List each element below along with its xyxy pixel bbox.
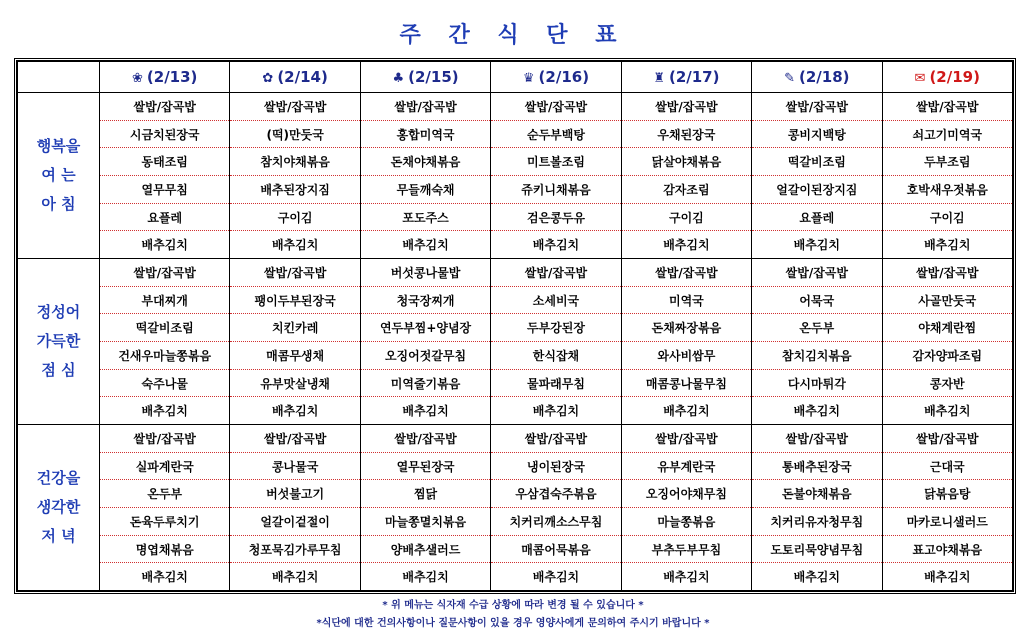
meal-label: 건강을 생각한 저 녁 [18,425,100,591]
menu-item: 얼갈이겉절이 [230,508,359,536]
menu-cell [491,93,621,259]
menu-item: 배추김치 [532,404,580,419]
menu-item: 두부조림 [883,148,1012,176]
menu-item: 돈육두루치기 [100,508,229,536]
menu-cell [360,425,490,591]
page-title: 주 간 식 단 표 [399,23,627,48]
menu-item: 쌀밥/잡곡밥 [230,93,359,121]
menu-item: 배추김치 [271,238,319,253]
menu-list [622,259,751,424]
menu-item: 연두부찜+양념장 [361,314,490,342]
menu-item: 매콤콩나물무침 [622,370,751,398]
clover-icon: ♣ [392,71,405,86]
menu-item: 우채된장국 [622,121,751,149]
menu-item: 물파래무침 [491,370,620,398]
menu-item: 쌀밥/잡곡밥 [100,259,229,287]
pencil-icon: ✎ [784,71,796,86]
menu-cell [230,259,360,425]
notice-inquiry: *식단에 대한 건의사항이나 질문사항이 있을 경우 영양사에게 문의하여 주시기 바랍니다 * [316,618,710,629]
meal-label: 행복을 여 는 아 침 [18,93,100,259]
menu-item: 쌀밥/잡곡밥 [491,259,620,287]
menu-item: 열무된장국 [361,453,490,481]
menu-item: 배추김치 [532,570,580,585]
menu-item: 근대국 [883,453,1012,481]
day-label: (2/17) [668,68,720,86]
menu-item: 배추김치 [924,238,971,253]
menu-item: 콩자반 [883,370,1012,398]
menu-list [491,93,620,258]
menu-item: 마늘쫑멸치볶음 [361,508,490,536]
day-label: (2/14) [277,68,328,86]
menu-cell [230,425,360,591]
menu-item: 쌀밥/잡곡밥 [622,259,751,287]
menu-item: (떡)만둣국 [230,121,359,149]
menu-item: 포도주스 [361,204,490,232]
menu-cell [882,425,1012,591]
menu-item: 콩나물국 [230,453,359,481]
meal-row [18,425,1013,591]
menu-item: 쌀밥/잡곡밥 [883,425,1012,453]
menu-item: 떡갈비조림 [100,314,229,342]
day-label: (2/19) [929,68,980,86]
day-header [752,62,882,93]
menu-item: 쌀밥/잡곡밥 [230,425,359,453]
menu-item: 야채계란찜 [883,314,1012,342]
menu-cell [752,425,882,591]
menu-item: 배추김치 [141,570,188,585]
day-label: (2/13) [146,68,198,86]
menu-item: 돈불야채볶음 [752,480,881,508]
menu-item: 배추김치 [924,570,971,585]
menu-cell [360,259,490,425]
menu-item: 요플레 [100,204,229,232]
menu-cell [100,259,230,425]
menu-cell [491,425,621,591]
menu-item: 온두부 [100,480,229,508]
menu-list [883,259,1012,424]
menu-item: 쌀밥/잡곡밥 [100,425,229,453]
menu-item: 닭볶음탕 [883,480,1012,508]
menu-item: 온두부 [752,314,881,342]
menu-item: 무들깨숙채 [361,176,490,204]
menu-list [100,259,229,424]
menu-item: 치커리유자청무침 [752,508,881,536]
menu-item: 쌀밥/잡곡밥 [491,93,620,121]
menu-item: 쌀밥/잡곡밥 [361,425,490,453]
menu-item: 쌀밥/잡곡밥 [883,93,1012,121]
menu-item: 건새우마늘쫑볶음 [100,342,229,370]
menu-item: 배추김치 [402,238,449,253]
menu-item: 배추김치 [271,570,319,585]
menu-item: 통배추된장국 [752,453,881,481]
day-label: (2/15) [408,68,459,86]
menu-item: 쌀밥/잡곡밥 [752,425,881,453]
menu-item: 치커리깨소스무침 [491,508,620,536]
menu-item: 쌀밥/잡곡밥 [622,93,751,121]
menu-item: 실파계란국 [100,453,229,481]
menu-item: 와사비쌈무 [622,342,751,370]
day-header [360,62,490,93]
menu-list [100,425,229,590]
day-header [882,62,1012,93]
menu-item: 참치김치볶음 [752,342,881,370]
menu-list [361,93,490,258]
menu-item: 열무무침 [100,176,229,204]
menu-item: 쌀밥/잡곡밥 [100,93,229,121]
menu-list [752,259,881,424]
menu-item: 돈채야채볶음 [361,148,490,176]
menu-item: 마카로니샐러드 [883,508,1012,536]
day-header [230,62,360,93]
menu-item: 버섯콩나물밥 [361,259,490,287]
menu-item: 유부맛살냉채 [230,370,359,398]
menu-item: 순두부백탕 [491,121,620,149]
menu-item: 냉이된장국 [491,453,620,481]
menu-item: 배추된장지짐 [230,176,359,204]
menu-item: 참치야채볶음 [230,148,359,176]
menu-list [230,425,359,590]
menu-item: 청포묵김가루무침 [230,536,359,564]
menu-item: 돈채짜장볶음 [622,314,751,342]
menu-cell [621,425,751,591]
menu-item: 구이김 [230,204,359,232]
menu-item: 미역국 [622,287,751,315]
menu-item: 미트볼조림 [491,148,620,176]
menu-list [622,93,751,258]
menu-item: 검은콩두유 [491,204,620,232]
menu-item: 배추김치 [663,238,710,253]
menu-item: 미역줄기볶음 [361,370,490,398]
menu-item: 배추김치 [271,404,319,419]
menu-item: 마늘쫑볶음 [622,508,751,536]
menu-cell [360,93,490,259]
menu-item: 쥬키니채볶음 [491,176,620,204]
menu-item: 배추김치 [402,404,449,419]
menu-item: 쌀밥/잡곡밥 [491,425,620,453]
menu-list [361,259,490,424]
menu-item: 사골만둣국 [883,287,1012,315]
menu-item: 감자양파조림 [883,342,1012,370]
menu-item: 오징어야채무침 [622,480,751,508]
menu-item: 시금치된장국 [100,121,229,149]
menu-item: 구이김 [622,204,751,232]
menu-item: 부대찌개 [100,287,229,315]
menu-item: 한식잡채 [491,342,620,370]
menu-cell [882,93,1012,259]
meal-label: 정성어 가득한 점 심 [18,259,100,425]
menu-cell [752,93,882,259]
menu-item: 감자조림 [622,176,751,204]
menu-item: 버섯불고기 [230,480,359,508]
menu-item: 유부계란국 [622,453,751,481]
menu-item: 배추김치 [924,404,971,419]
castle-icon: ♜ [653,71,665,86]
menu-cell [882,259,1012,425]
day-header [100,62,230,93]
menu-cell [100,93,230,259]
menu-item: 치킨카레 [230,314,359,342]
menu-cell [100,425,230,591]
menu-item: 도토리묵양념무침 [752,536,881,564]
menu-item: 쌀밥/잡곡밥 [622,425,751,453]
menu-item: 배추김치 [141,238,188,253]
menu-item: 찜닭 [361,480,490,508]
menu-list [883,425,1012,590]
menu-cell [621,93,751,259]
menu-item: 얼갈이된장지짐 [752,176,881,204]
notice-menu-change: * 위 메뉴는 식자재 수급 상황에 따라 변경 될 수 있습니다 * [382,600,644,611]
menu-item: 부추두부무침 [622,536,751,564]
day-header [621,62,751,93]
menu-item: 쌀밥/잡곡밥 [752,93,881,121]
menu-item: 구이김 [883,204,1012,232]
menu-item: 떡갈비조림 [752,148,881,176]
menu-list [752,93,881,258]
menu-item: 호박새우젓볶음 [883,176,1012,204]
menu-item: 소세비국 [491,287,620,315]
weekly-menu-table [14,58,1016,594]
menu-list [622,425,751,590]
menu-list [230,259,359,424]
menu-item: 배추김치 [141,404,188,419]
menu-item: 명엽채볶음 [100,536,229,564]
menu-list [883,93,1012,258]
day-label: (2/16) [538,68,590,86]
menu-item: 숙주나물 [100,370,229,398]
corner-cell [18,62,100,93]
menu-item: 홍합미역국 [361,121,490,149]
menu-item: 배추김치 [663,404,710,419]
menu-list [491,259,620,424]
menu-item: 쌀밥/잡곡밥 [361,93,490,121]
menu-item: 표고야채볶음 [883,536,1012,564]
menu-item: 양배추샐러드 [361,536,490,564]
menu-item: 쌀밥/잡곡밥 [752,259,881,287]
menu-item: 닭살야채볶음 [622,148,751,176]
menu-item: 요플레 [752,204,881,232]
menu-list [752,425,881,590]
menu-item: 매콤어묵볶음 [491,536,620,564]
menu-list [100,93,229,258]
menu-cell [752,259,882,425]
menu-list [491,425,620,590]
menu-item: 어묵국 [752,287,881,315]
menu-item: 콩비지백탕 [752,121,881,149]
flower-icon: ❀ [132,71,143,86]
menu-item: 배추김치 [793,570,840,585]
meal-row [18,93,1013,259]
menu-cell [621,259,751,425]
header-row [18,62,1013,93]
menu-item: 동태조림 [100,148,229,176]
menu-list [361,425,490,590]
crown-icon: ♛ [522,71,535,86]
flower-icon: ✿ [262,71,274,86]
meal-row [18,259,1013,425]
menu-list [230,93,359,258]
menu-item: 배추김치 [793,404,840,419]
menu-item: 배추김치 [793,238,840,253]
menu-item: 우삼겹숙주볶음 [491,480,620,508]
menu-item: 배추김치 [402,570,449,585]
menu-cell [230,93,360,259]
menu-item: 배추김치 [663,570,710,585]
menu-item: 쌀밥/잡곡밥 [230,259,359,287]
menu-item: 오징어젓갈무침 [361,342,490,370]
menu-item: 매콤무생채 [230,342,359,370]
menu-item: 쇠고기미역국 [883,121,1012,149]
day-header [491,62,621,93]
envelope-icon: ✉ [914,71,926,86]
menu-item: 청국장찌개 [361,287,490,315]
menu-item: 배추김치 [532,238,580,253]
menu-item: 쌀밥/잡곡밥 [883,259,1012,287]
menu-cell [491,259,621,425]
menu-item: 두부강된장 [491,314,620,342]
menu-item: 다시마튀각 [752,370,881,398]
menu-item: 팽이두부된장국 [230,287,359,315]
day-label: (2/18) [799,68,850,86]
